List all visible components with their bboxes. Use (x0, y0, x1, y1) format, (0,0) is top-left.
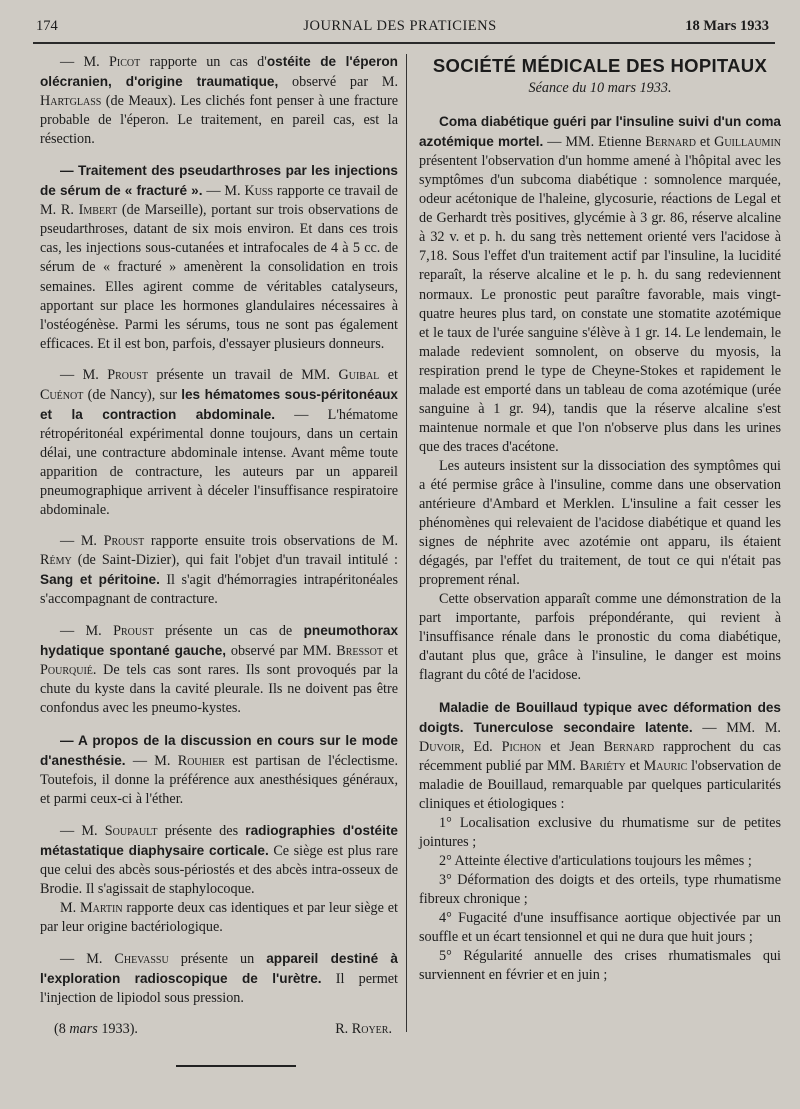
paragraph-pseudarthroses: — Traitement des pseudarthroses par les injections de sérum de « fracturé ». — M. Kuss rapporte ce travail de M. R. Imbert (de Marseille), portant sur trois observations de pseudarthroses, datant de six mois environ. Et dans ces trois cas, les injections sous-cutanées et intrafocales de 4 à 5 cc. de sérum de « fracturé » amenèrent la consolidation en trois semaines. Elles agirent comme de véritables catalyseurs, apportant sur place les hormones glandulaires nécessaires à l'ostéogénèse. Parmi les sérums, tous ne sont pas également efficaces. Et il est bon, parfois, d'essayer plusieurs donneurs. (40, 163, 398, 352)
list-item: 5° Régularité annuelle des crises rhumatismales qui surviennent en février et en juin ; (419, 948, 781, 984)
signature-line (40, 1020, 398, 1039)
paragraph-osteite: — M. Soupault présente des radiographies d'ostéite métastatique diaphysaire corticale. Ce siège est plus rare que celui des abcès sous-périostés et des abcès intra-osseux de Brodie. Il s'agissait de staphylocoque. (40, 822, 399, 897)
header-rule (33, 42, 775, 44)
signature-author: R. Royer. (335, 1021, 392, 1038)
paragraph-anesthesie: — A propos de la discussion en cours sur le mode d'anesthésie. — M. Rouhier est partisan de l'éclectisme. Toutefois, il donne la préférence aux anesthésiques généraux, et parmi ceux-ci à l'éther. (40, 732, 398, 807)
page-header (0, 18, 800, 42)
section-title: SOCIÉTÉ MÉDICALE DES HOPITAUX (432, 55, 768, 76)
paragraph-picot: — M. Picot rapporte un cas d'ostéite de l'éperon olécranien, d'origine traumatique, observé par M. Hartglass (de Meaux). Les clichés font penser à une fracture probable de l'éperon. Le traitement, en pareil cas, est la résection. (40, 54, 398, 148)
issue-date: 18 Mars 1933 (685, 18, 769, 34)
paragraph-bouillaud: Maladie de Bouillaud typique avec déformation des doigts. Tunerculose secondaire latente. — MM. M. Duvoir, Ed. Pichon et Jean Bernard rapprochent du cas récemment publié par MM. Bariéty et Mauric l'observation de maladie de Bouillaud, remarquable par quelques particularités cliniques et étiologiques : (419, 699, 781, 812)
left-column (40, 52, 398, 1067)
session-date: Séance du 10 mars 1933. (528, 80, 672, 97)
paragraph-hematomes: — M. Proust présente un travail de MM. Guibal et Cuénot (de Nancy), sur les hématomes sous-péritonéaux et la contraction abdominale. — L'hématome rétropéritonéal expérimental donne toujours, dans un certain délai, une contracture abdominale intense. Avant même toute apparition de contracture, les auteurs par un appareil pneumographique arrivent à déceler l'insuffisance respiratoire abdominale. (40, 366, 398, 519)
page-number: 174 (36, 18, 58, 34)
paragraph-uretre: — M. Chevassu présente un appareil destiné à l'exploration radioscopique de l'urètre. Il permet l'injection de lipiodol sous pression. (40, 950, 398, 1007)
paragraph-coma-diabetique: Coma diabétique guéri par l'insuline suivi d'un coma azotémique mortel. — MM. Etienne Bernard et Guillaumin présentent l'observation d'un homme amené à l'hôpital avec les symptômes d'un subcoma diabétique : somnolence marquée, odeur acétonique de l'haleine, glycosurie, réactions de Legal et de Gerhardt très positives, glycémie à 3 gr. 86, réserve alcaline à 32 v. et p. h. du sang très nettement orienté vers l'acidose à 7,18. Sous l'effet d'un traitement actif par l'insuline, la lucidité reparaît, la réserve alcaline et le p. h. du sang redeviennent normaux. Le pronostic peut paraître favorable, mais vingt-quatre heures plus tard, on constate une stomatite azotémique et le taux de l'urée sanguine s'élève à 1 gr. 14. Le lendemain, le malade redevient somnolent, on observe du myosis, la respiration prend le type de Cheyne-Stokes et rapidement le malade est emporté dans un tableau de coma azotémique (urée sanguine à 1 gr. 94), tandis que la réserve alcaline s'est maintenue normale et que l'on n'observe plus dans les urines que des traces d'acétone. (419, 114, 781, 455)
signature-date: (8 mars 1933). (54, 1021, 138, 1038)
right-column (419, 52, 781, 985)
journal-title: JOURNAL DES PRATICIENS (303, 18, 497, 34)
paragraph-pneumothorax: — M. Proust présente un cas de pneumothorax hydatique spontané gauche, observé par MM. Bressot et Pourquié. De tels cas sont rares. Ils sont provoqués par la chute du kyste dans la cavité pleurale. Ils ne doivent pas être confondus avec les pneumo-kystes. (40, 623, 398, 717)
list-item: 2° Atteinte élective d'articulations toujours les mêmes ; (439, 852, 752, 869)
paragraph-demonstration: Cette observation apparaît comme une démonstration de la part importante, parfois prépondérante, qui revient à l'insuffisance rénale dans le pronostic du coma diabétique, d'autant plus que, grâce à l'insuline, le danger est moins flagrant du côté de l'acidose. (419, 591, 781, 684)
paragraph-martin: M. Martin rapporte deux cas identiques et par leur siège et par leur origine bactériologique. (40, 899, 398, 935)
paragraph-dissociation: Les auteurs insistent sur la dissociation des symptômes qui a été permise grâce à l'insuline, comme dans une observation antérieure d'Ambard et Merklen. L'insuline a fait cesser les phénomènes qui relevaient de l'acidose diabétique et quand les signes de néphrite avec azotémie ont apparu, ils étaient dégagés, par l'effet du traitement, de tout ce qui n'était pas proprement rénal. (419, 457, 781, 589)
paragraph-sang-peritoine: — M. Proust rapporte ensuite trois observations de M. Rémy (de Saint-Dizier), qui fait l'objet d'un travail intitulé : Sang et péritoine. Il s'agit d'hémorragies intrapéritonéales s'accompagnant de contracture. (40, 533, 399, 608)
list-item: 1° Localisation exclusive du rhumatisme sur de petites jointures ; (419, 814, 781, 850)
column-divider (406, 54, 407, 1032)
list-item: 4° Fugacité d'une insuffisance aortique objectivée par un souffle et un écart tensionnel et qui ne dura que huit jours ; (419, 910, 781, 946)
end-rule (176, 1065, 296, 1067)
list-item: 3° Déformation des doigts et des orteils, type rhumatisme fibreux chronique ; (419, 871, 781, 907)
